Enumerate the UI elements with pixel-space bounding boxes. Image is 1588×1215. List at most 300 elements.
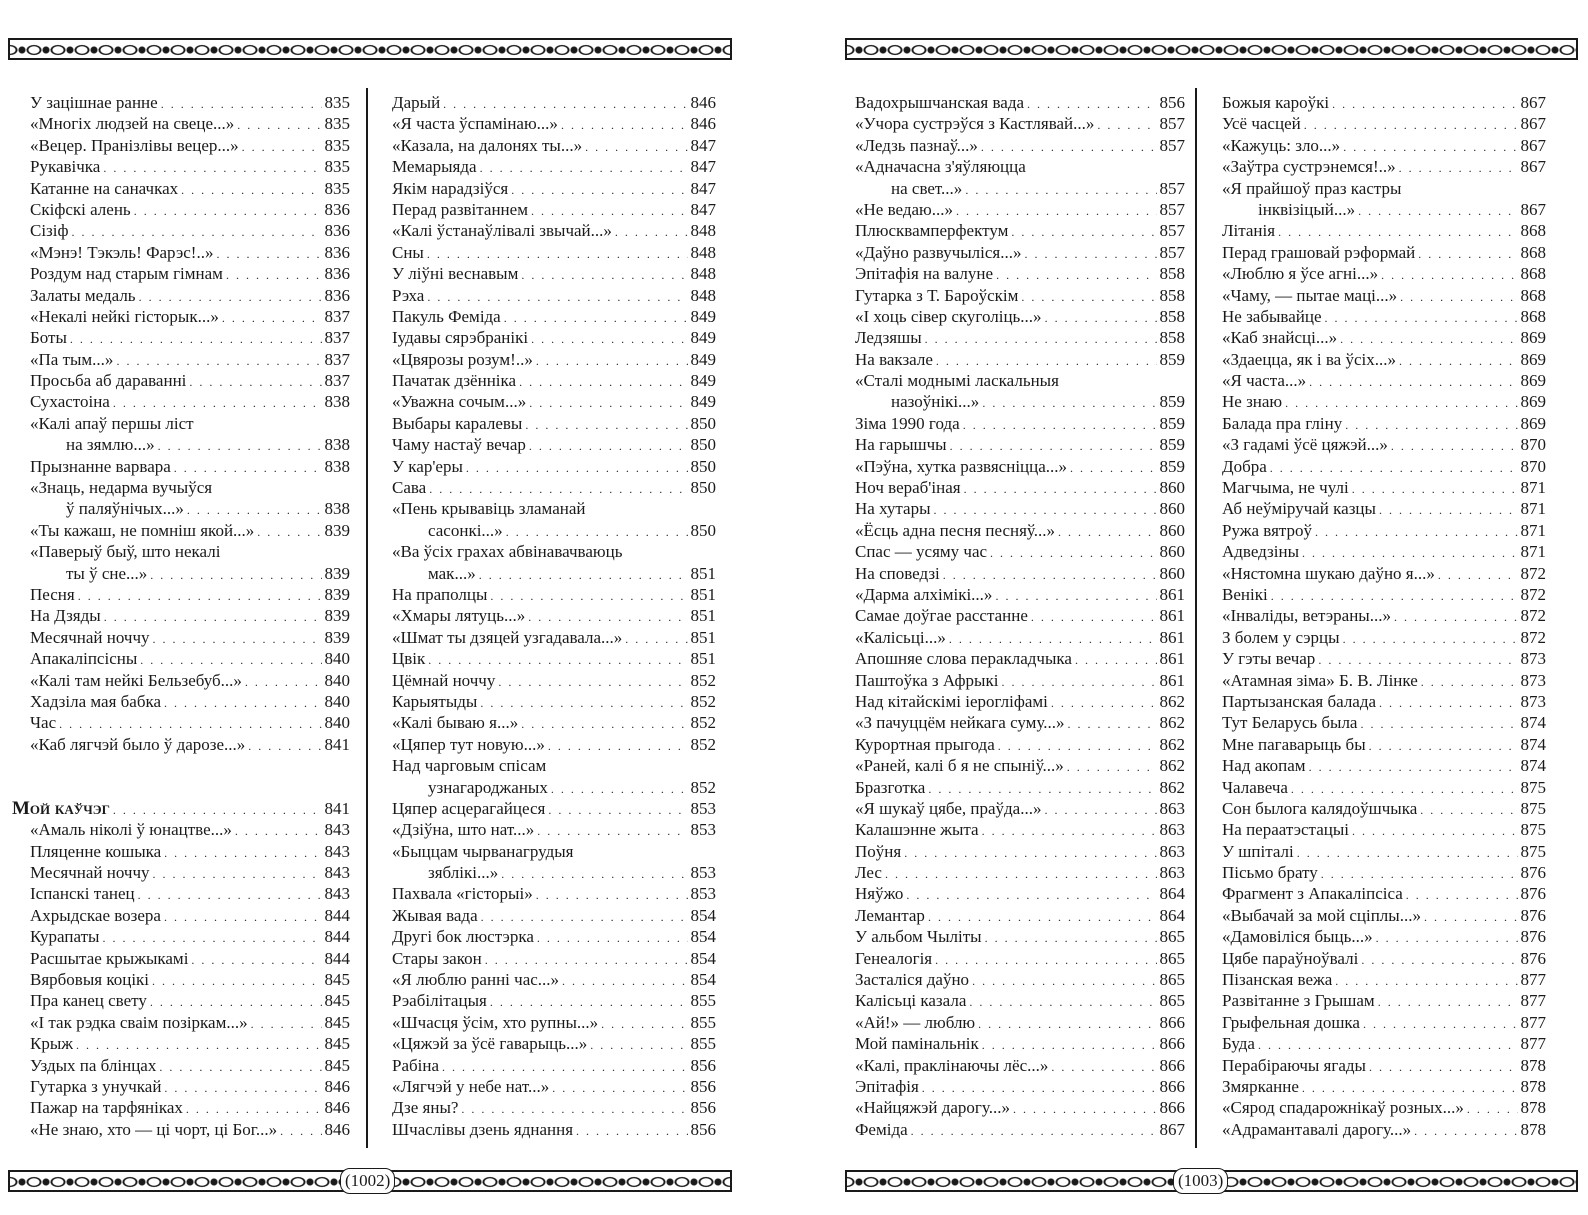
toc-entry-title: Хадзіла мая бабка — [30, 691, 162, 711]
dot-leader — [934, 500, 1157, 521]
toc-page-number: 837 — [324, 349, 350, 369]
toc-entry — [30, 905, 350, 926]
dot-leader — [625, 629, 687, 650]
toc-entry-title: Аб неўміручай казцы — [1222, 499, 1376, 519]
dot-leader — [1318, 650, 1517, 671]
toc-page-number: 861 — [1159, 670, 1185, 690]
toc-entry-title: Мой каўчэг — [12, 797, 110, 819]
dot-leader — [551, 779, 688, 800]
toc-entry — [30, 370, 350, 391]
dot-leader — [1400, 287, 1517, 308]
toc-entry-continuation: ты ў сне...» — [66, 563, 148, 583]
dot-leader — [1027, 94, 1156, 115]
dot-leader — [982, 821, 1157, 842]
toc-entry — [855, 498, 1185, 519]
toc-entry-title: «Нястомна шукаю даўно я...» — [1222, 563, 1435, 583]
toc-entry-title: Час — [30, 713, 57, 733]
toc-entry-title: У шпіталі — [1222, 841, 1294, 861]
toc-page-number: 858 — [1159, 285, 1185, 305]
toc-page-number: 857 — [1159, 114, 1185, 134]
toc-entry — [1222, 135, 1546, 156]
toc-page-number: 865 — [1159, 970, 1185, 990]
toc-entry-title: «Ты кажаш, не помніш якой...» — [30, 520, 255, 540]
toc-page-number: 845 — [324, 1034, 350, 1054]
toc-page-number: 859 — [1159, 413, 1185, 433]
toc-page-number: 853 — [690, 798, 716, 818]
toc-page-number: 868 — [1520, 242, 1546, 262]
toc-entry-title: Сон былога калядоўшчыка — [1222, 798, 1418, 818]
dot-leader — [1278, 222, 1517, 243]
toc-entry-title: Сізіф — [30, 221, 69, 241]
dot-leader — [1340, 329, 1517, 350]
dot-leader — [1044, 800, 1156, 821]
toc-page-number: 868 — [1520, 285, 1546, 305]
dot-leader — [1418, 244, 1517, 265]
toc-page-number: 859 — [1159, 456, 1185, 476]
toc-entry — [1222, 563, 1546, 584]
toc-entry — [1222, 156, 1546, 177]
toc-entry-title: «Я люблю ранні час...» — [392, 970, 560, 990]
dot-leader — [1358, 201, 1517, 222]
dot-leader — [1332, 94, 1517, 115]
toc-entry — [30, 135, 350, 156]
toc-entry — [1222, 605, 1546, 626]
dot-leader — [521, 265, 687, 286]
toc-page-number: 852 — [690, 713, 716, 733]
dot-leader — [1361, 950, 1517, 971]
toc-entry-title: «Казала, на далонях ты...» — [392, 135, 583, 155]
toc-entry — [392, 306, 716, 327]
toc-entry-title: На Дзяды — [30, 606, 101, 626]
dot-leader — [429, 479, 687, 500]
toc-page-number: 864 — [1159, 905, 1185, 925]
toc-entry-title: Уздых па блінцах — [30, 1055, 157, 1075]
toc-entry-continuation: на зямлю...» — [66, 435, 155, 455]
toc-entry-title: Рэха — [392, 285, 425, 305]
toc-entry — [1222, 520, 1546, 541]
dot-leader — [479, 565, 688, 586]
toc-page-number: 847 — [690, 157, 716, 177]
toc-page-number: 861 — [1159, 649, 1185, 669]
toc-entry — [855, 627, 1185, 648]
toc-entry-title: «Дзіўна, што нат...» — [392, 820, 535, 840]
dot-leader — [996, 265, 1156, 286]
toc-entry — [392, 905, 716, 926]
toc-entry-title: «Калі апаў першы ліст — [30, 413, 194, 433]
toc-page-number: 843 — [324, 884, 350, 904]
dot-leader — [949, 629, 1157, 650]
toc-entry-title: Залаты медаль — [30, 285, 136, 305]
dot-leader — [548, 800, 687, 821]
dot-leader — [506, 522, 688, 543]
dot-leader — [140, 650, 321, 671]
dot-leader — [1321, 864, 1518, 885]
toc-entry-title: «Ва ўсіх грахах абвінавачваюць — [392, 542, 623, 562]
toc-entry — [855, 1097, 1185, 1118]
dot-leader — [1420, 800, 1517, 821]
dot-leader — [601, 1014, 687, 1035]
toc-entry — [30, 926, 350, 947]
toc-page-number: 848 — [690, 285, 716, 305]
toc-page-number: 866 — [1159, 1034, 1185, 1054]
toc-page-number: 875 — [1520, 841, 1546, 861]
dot-leader — [964, 479, 1157, 500]
toc-entry — [30, 627, 350, 648]
toc-entry — [392, 220, 716, 241]
toc-entry — [392, 92, 716, 113]
toc-page-number: 872 — [1520, 563, 1546, 583]
dot-leader — [1075, 650, 1157, 671]
toc-entry-title: Развітанне з Грышам — [1222, 991, 1375, 1011]
toc-page-number: 863 — [1159, 820, 1185, 840]
toc-entry — [1222, 862, 1546, 883]
toc-entry — [392, 178, 716, 199]
toc-page-number: 866 — [1159, 1012, 1185, 1032]
toc-section-heading — [12, 797, 350, 819]
toc-entry — [392, 712, 716, 733]
toc-page-number: 839 — [324, 606, 350, 626]
toc-entry — [30, 113, 350, 134]
toc-page-number: 849 — [690, 306, 716, 326]
toc-entry — [392, 862, 716, 883]
toc-page-number: 836 — [324, 199, 350, 219]
toc-entry-title: Венікі — [1222, 584, 1268, 604]
toc-page-number: 838 — [324, 392, 350, 412]
toc-page-number: 857 — [1159, 135, 1185, 155]
toc-entry — [855, 1119, 1185, 1140]
toc-page-number: 835 — [324, 114, 350, 134]
toc-entry-title: Ноч вераб'іная — [855, 478, 961, 498]
toc-entry-title: «Калі бываю я...» — [392, 713, 519, 733]
dot-leader — [969, 992, 1156, 1013]
dot-leader — [537, 821, 687, 842]
toc-entry-title: Эпітафія — [855, 1076, 919, 1096]
toc-entry — [855, 520, 1185, 541]
dot-leader — [164, 1078, 321, 1099]
toc-page-number: 847 — [690, 135, 716, 155]
toc-page-number: 845 — [324, 991, 350, 1011]
toc-entry — [855, 712, 1185, 733]
dot-leader — [153, 629, 322, 650]
dot-leader — [161, 94, 322, 115]
dot-leader — [1302, 1078, 1518, 1099]
dot-leader — [965, 180, 1156, 201]
toc-page-number: 856 — [690, 1119, 716, 1139]
toc-page-number: 835 — [324, 93, 350, 112]
dot-leader — [189, 372, 321, 393]
toc-entry — [1222, 1119, 1546, 1140]
toc-entry — [392, 434, 716, 455]
dot-leader — [1399, 351, 1518, 372]
toc-entry — [392, 563, 716, 584]
toc-entry — [855, 477, 1185, 498]
toc-entry-title: «Калі ўстанаўлівалі звычай...» — [392, 221, 612, 241]
toc-entry-continuation: інквізіцый...» — [1258, 199, 1356, 219]
toc-page-number: 851 — [690, 584, 716, 604]
toc-page-number: 852 — [690, 691, 716, 711]
toc-entry-title: Месячнай ноччу — [30, 627, 150, 647]
toc-entry-continuation: узнагароджаных — [428, 777, 548, 797]
toc-page-number: 846 — [690, 93, 716, 112]
toc-page-number: 849 — [690, 349, 716, 369]
toc-page-number: 863 — [1159, 798, 1185, 818]
toc-entry — [392, 156, 716, 177]
dot-leader — [245, 672, 322, 693]
toc-page-number: 866 — [1159, 1098, 1185, 1118]
dot-leader — [982, 393, 1156, 414]
dot-leader — [585, 137, 687, 158]
toc-entry — [392, 520, 716, 541]
dot-leader — [428, 650, 687, 671]
dot-leader — [70, 329, 322, 350]
column-divider — [366, 88, 368, 1148]
toc-page-number: 854 — [690, 970, 716, 990]
toc-entry-title: Ружа вятроў — [1222, 520, 1313, 540]
toc-page-number: 861 — [1159, 627, 1185, 647]
toc-entry — [30, 349, 350, 370]
toc-page-number: 851 — [690, 606, 716, 626]
toc-entry — [30, 948, 350, 969]
dot-leader — [78, 586, 322, 607]
toc-page-number: 840 — [324, 670, 350, 690]
dot-leader — [72, 222, 322, 243]
toc-entry-title: Пакуль Феміда — [392, 306, 501, 326]
toc-entry-title: «Я часта ўспамінаю...» — [392, 114, 558, 134]
toc-entry — [1222, 948, 1546, 969]
toc-entry — [392, 135, 716, 156]
toc-entry-title: Лес — [855, 863, 882, 883]
toc-entry-title: «Не знаю, хто — ці чорт, ці Бог...» — [30, 1119, 278, 1139]
dot-leader — [59, 714, 321, 735]
toc-entry — [1222, 584, 1546, 605]
left-page — [0, 0, 740, 1215]
toc-page-number: 860 — [1159, 478, 1185, 498]
toc-entry — [30, 285, 350, 306]
dot-leader — [529, 436, 688, 457]
toc-entry-continuation: мак...» — [428, 563, 476, 583]
toc-page-number: 863 — [1159, 863, 1185, 883]
toc-entry — [1222, 327, 1546, 348]
toc-entry — [855, 285, 1185, 306]
toc-entry-title: «Па тым...» — [30, 349, 114, 369]
toc-page-number: 862 — [1159, 713, 1185, 733]
toc-page-number: 840 — [324, 649, 350, 669]
toc-page-number: 851 — [690, 563, 716, 583]
toc-page-number: 838 — [324, 435, 350, 455]
dot-leader — [943, 565, 1157, 586]
toc-page-number: 835 — [324, 178, 350, 198]
toc-entry-title: «Сталі моднымі ласкальныя — [855, 371, 1059, 391]
toc-page-number: 852 — [690, 777, 716, 797]
toc-entry — [855, 434, 1185, 455]
toc-page-number: 857 — [1159, 178, 1185, 198]
toc-entry-title: Не забывайце — [1222, 306, 1322, 326]
toc-column-left-1 — [12, 92, 350, 1140]
toc-page-number: 877 — [1520, 991, 1546, 1011]
toc-entry-title: У альбом Чыліты — [855, 927, 982, 947]
toc-entry-title: На хутары — [855, 499, 931, 519]
toc-page-number: 857 — [1159, 221, 1185, 241]
toc-entry-title: «З пачуццём нейкага суму...» — [855, 713, 1065, 733]
toc-page-number: 860 — [1159, 563, 1185, 583]
toc-entry-title: Курапаты — [30, 927, 100, 947]
toc-entry-title: Балада пра гліну — [1222, 413, 1343, 433]
toc-entry — [855, 113, 1185, 134]
toc-entry — [855, 819, 1185, 840]
dot-leader — [956, 201, 1157, 222]
toc-entry — [30, 969, 350, 990]
dot-leader — [150, 992, 322, 1013]
toc-page-number: 867 — [1520, 114, 1546, 134]
dot-leader — [1343, 629, 1518, 650]
toc-entry — [30, 1033, 350, 1054]
toc-entry — [855, 135, 1185, 156]
dot-leader — [1291, 779, 1518, 800]
toc-entry-title: «Даўно развучыліся...» — [855, 242, 1022, 262]
toc-entry-title: Засталіся даўно — [855, 970, 970, 990]
toc-page-number: 858 — [1159, 264, 1185, 284]
toc-entry — [1222, 220, 1546, 241]
toc-entry-title: Катанне на саначках — [30, 178, 179, 198]
toc-entry — [1222, 498, 1546, 519]
toc-entry — [1222, 648, 1546, 669]
toc-entry-title: «Я часта...» — [1222, 371, 1307, 391]
toc-entry-title: Божыя кароўкі — [1222, 93, 1330, 112]
toc-entry — [392, 370, 716, 391]
toc-page-number: 865 — [1159, 927, 1185, 947]
toc-page-number: 846 — [324, 1076, 350, 1096]
toc-entry — [1222, 477, 1546, 498]
dot-leader — [242, 137, 322, 158]
toc-entry — [855, 605, 1185, 626]
toc-entry-title: Гутарка з унучкай — [30, 1076, 162, 1096]
toc-page-number: 877 — [1520, 1012, 1546, 1032]
toc-entry — [392, 670, 716, 691]
dot-leader — [1360, 714, 1517, 735]
toc-entry — [392, 777, 716, 798]
dot-leader — [443, 94, 687, 115]
dot-leader — [904, 843, 1156, 864]
toc-entry-title: Іспанскі танец — [30, 884, 135, 904]
dot-leader — [936, 351, 1157, 372]
dot-leader — [1051, 693, 1157, 714]
toc-page-number: 870 — [1520, 435, 1546, 455]
toc-entry-title: Бразготка — [855, 777, 926, 797]
toc-entry — [392, 477, 716, 498]
toc-entry-title: Песня — [30, 584, 75, 604]
toc-entry — [1222, 434, 1546, 455]
toc-entry-title: «Калі, праклінаючы лёс...» — [855, 1055, 1049, 1075]
toc-entry-title: Фрагмент з Апакаліпсіса — [1222, 884, 1403, 904]
toc-entry — [30, 92, 350, 113]
toc-entry-title: Сава — [392, 478, 427, 498]
toc-page-number: 859 — [1159, 435, 1185, 455]
toc-page-number: 850 — [690, 478, 716, 498]
toc-entry — [855, 1033, 1185, 1054]
toc-entry — [1222, 349, 1546, 370]
dot-leader — [519, 372, 687, 393]
dot-leader — [1011, 222, 1156, 243]
toc-entry-title: Месячнай ноччу — [30, 863, 150, 883]
toc-entry-title: На споведзі — [855, 563, 940, 583]
toc-page-number: 858 — [1159, 328, 1185, 348]
toc-entry — [1222, 734, 1546, 755]
toc-entry — [1222, 627, 1546, 648]
toc-entry — [30, 1012, 350, 1033]
right-page — [845, 0, 1588, 1215]
toc-entry-title: Лемантар — [855, 905, 925, 925]
toc-page-number: 859 — [1159, 392, 1185, 412]
toc-entry-title: «Лягчэй у небе нат...» — [392, 1076, 550, 1096]
toc-entry-title: «Раней, калі б я не спыніў...» — [855, 756, 1064, 776]
toc-page-number: 835 — [324, 157, 350, 177]
toc-entry-title: Просьба аб дараванні — [30, 371, 187, 391]
section-gap — [30, 755, 350, 798]
toc-entry-title: Няўжо — [855, 884, 904, 904]
toc-entry-title: У гэты вечар — [1222, 649, 1316, 669]
dot-leader — [536, 351, 688, 372]
toc-entry — [30, 819, 350, 840]
dot-leader — [191, 950, 321, 971]
toc-entry-title: «Люблю я ўсе агні...» — [1222, 264, 1379, 284]
toc-entry — [855, 220, 1185, 241]
toc-page-number: 873 — [1520, 691, 1546, 711]
toc-page-number: 838 — [324, 499, 350, 519]
toc-entry-title: Сны — [392, 242, 424, 262]
dot-leader — [490, 586, 687, 607]
toc-entry — [392, 926, 716, 947]
toc-page-number: 850 — [690, 456, 716, 476]
toc-entry-title: У ліўні веснавым — [392, 264, 519, 284]
toc-entry-title: «Ледзь пазнаў...» — [855, 135, 978, 155]
toc-entry — [1222, 456, 1546, 477]
toc-entry — [1222, 242, 1546, 263]
toc-entry-title: «Дарма алхімікі...» — [855, 584, 993, 604]
dot-leader — [152, 971, 321, 992]
toc-page-number: 867 — [1159, 1119, 1185, 1139]
toc-entry — [392, 1076, 716, 1097]
toc-page-number: 857 — [1159, 242, 1185, 262]
dot-leader — [928, 779, 1156, 800]
toc-page-number: 836 — [324, 221, 350, 241]
dot-leader — [501, 864, 687, 885]
toc-page-number: 861 — [1159, 584, 1185, 604]
dot-leader — [1369, 736, 1518, 757]
toc-page-number: 869 — [1520, 328, 1546, 348]
dot-leader — [963, 415, 1157, 436]
dot-leader — [481, 907, 688, 928]
toc-page-number: 853 — [690, 820, 716, 840]
toc-entry-title: Стары закон — [392, 948, 482, 968]
toc-entry-title: Паштоўка з Афрыкі — [855, 670, 999, 690]
toc-entry-continuation: на свет...» — [891, 178, 963, 198]
toc-entry-continuation: назоўнікі...» — [891, 392, 980, 412]
toc-entry — [392, 1055, 716, 1076]
dot-leader — [138, 885, 322, 906]
toc-entry — [855, 905, 1185, 926]
dot-leader — [427, 244, 688, 265]
toc-entry-title: Генеалогія — [855, 948, 933, 968]
toc-entry — [855, 327, 1185, 348]
toc-entry — [392, 199, 716, 220]
toc-page-number: 847 — [690, 178, 716, 198]
toc-entry — [1222, 306, 1546, 327]
toc-entry — [30, 242, 350, 263]
toc-page-number: 854 — [690, 927, 716, 947]
toc-entry-title: Рабіна — [392, 1055, 440, 1075]
toc-page-number: 851 — [690, 627, 716, 647]
toc-page-number: 863 — [1159, 841, 1185, 861]
